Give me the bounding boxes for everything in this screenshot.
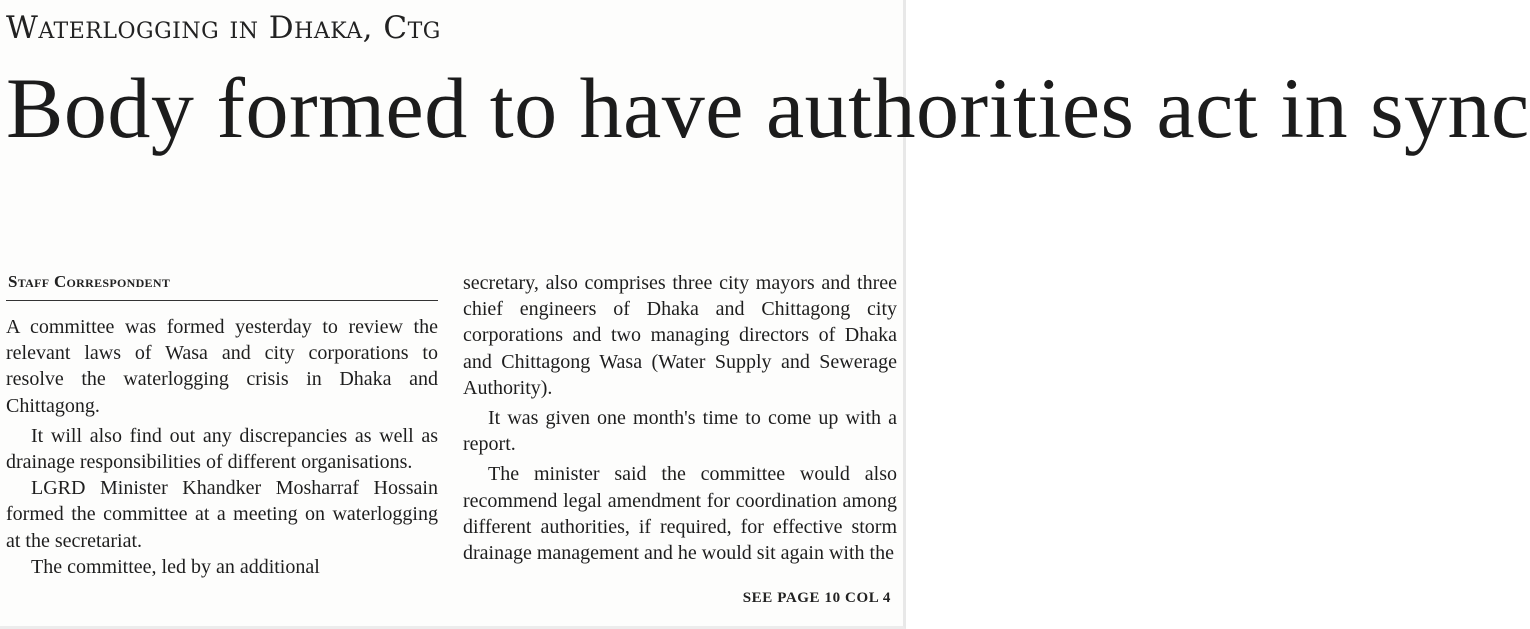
paragraph: The committee, led by an additional — [31, 555, 320, 578]
paragraph: secretary, also comprises three city mayors and three chief engineers of Dhaka and Chittagong city corporations and two managing directors of Dhaka and Chittagong Wasa (Water Supply and Sewerage Authority). — [463, 272, 897, 399]
continuation-jump-line: SEE PAGE 10 COL 4 — [742, 590, 891, 606]
byline: Staff Correspondent — [8, 272, 171, 291]
kicker-headline: Waterlogging in Dhaka, Ctg — [6, 10, 441, 46]
main-headline: Body formed to have authorities act in sync — [6, 60, 1530, 156]
article-column-1 — [6, 314, 438, 580]
paragraph: It was given one month's time to come up with a report. — [463, 407, 897, 456]
article-column-2 — [463, 270, 897, 566]
paragraph: A committee was formed yesterday to review the relevant laws of Wasa and city corporations to resolve the waterlogging crisis in Dhaka and Chittagong. — [6, 316, 438, 417]
paragraph: It will also find out any discrepancies as well as drainage responsibilities of different organisations. — [6, 424, 438, 474]
paragraph: The minister said the committee would also recommend legal amendment for coordination among different authorities, if required, for effective storm drainage management and he would sit again with the — [463, 463, 897, 565]
paragraph: LGRD Minister Khandker Mosharraf Hossain formed the committee at a meeting on waterlogging at the secretariat. — [6, 477, 438, 552]
byline-divider — [6, 300, 438, 301]
